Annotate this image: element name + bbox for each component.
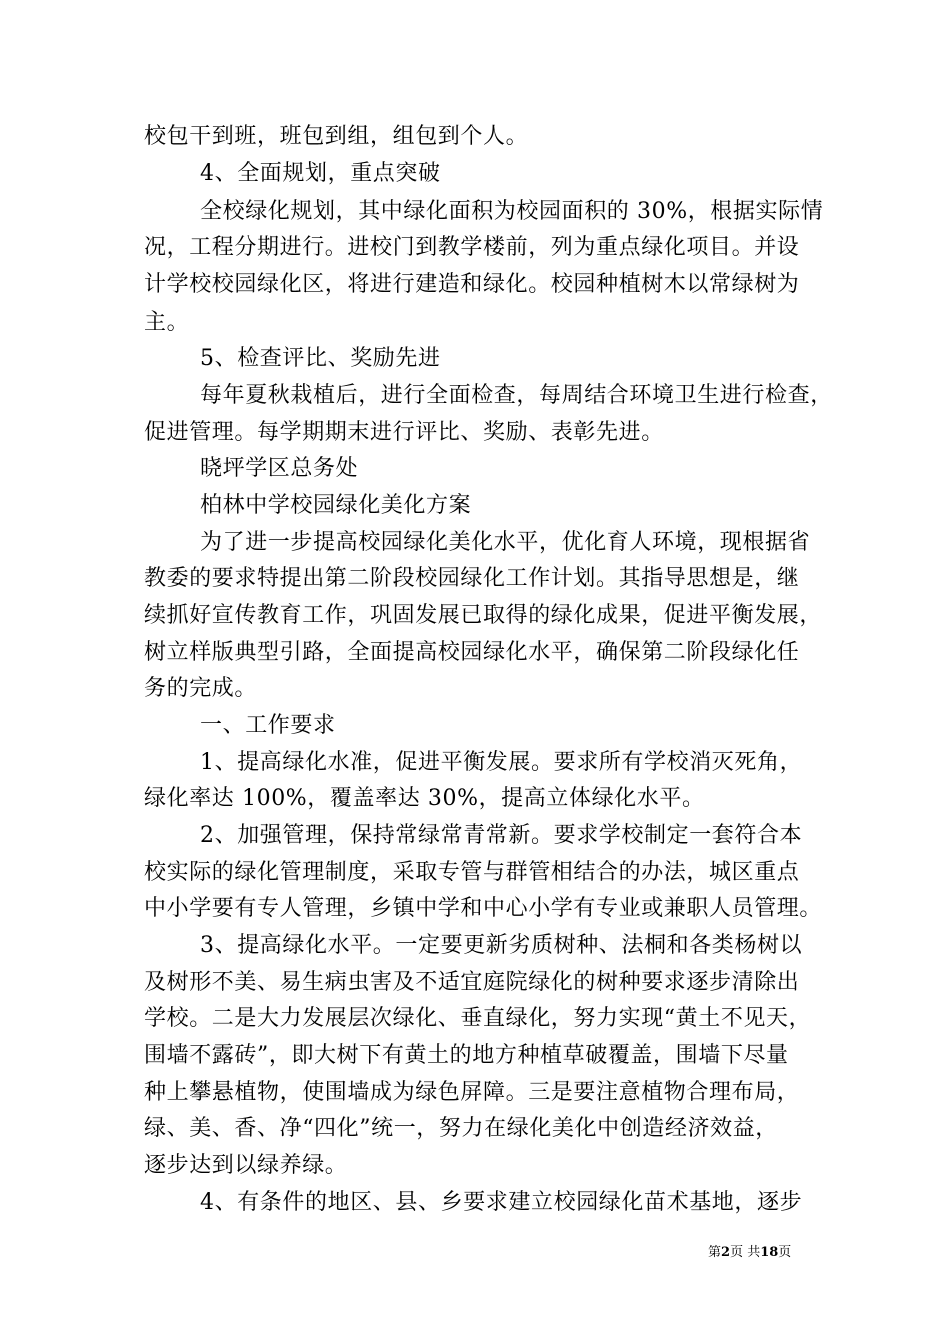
text-line: 学校。二是大力发展层次绿化、垂直绿化，努力实现“黄土不见天，: [144, 1006, 812, 1031]
text-line: 3、提高绿化水平。一定要更新劣质树种、法桐和各类杨树以: [200, 933, 803, 958]
text-line: 续抓好宣传教育工作，巩固发展已取得的绿化成果，促进平衡发展，: [144, 603, 823, 628]
text-line: 为了进一步提高校园绿化美化水平，优化育人环境，现根据省: [200, 530, 811, 555]
text-line: 逐步达到以绿养绿。: [144, 1153, 348, 1178]
total-pages: 18: [760, 1245, 779, 1260]
page-number: 2: [721, 1245, 731, 1260]
text-line: 主。: [144, 310, 190, 335]
footer-middle: 页 共: [730, 1245, 761, 1260]
text-line: 及树形不美、易生病虫害及不适宜庭院绿化的树种要求逐步清除出: [144, 970, 800, 995]
text-line: 况，工程分期进行。进校门到教学楼前，列为重点绿化项目。并设: [144, 235, 800, 260]
signature-line: 晓坪学区总务处: [200, 456, 359, 481]
text-line: 教委的要求特提出第二阶段校园绿化工作计划。其指导思想是，继: [144, 566, 800, 591]
section-heading: 5、检查评比、奖励先进: [200, 346, 441, 371]
text-line: 4、有条件的地区、县、乡要求建立校园绿化苗术基地，逐步: [200, 1190, 803, 1215]
text-line: 种上攀悬植物，使围墙成为绿色屏障。三是要注意植物合理布局，: [144, 1080, 800, 1105]
text-line: 计学校校园绿化区，将进行建造和绿化。校园种植树木以常绿树为: [144, 272, 800, 297]
document-title: 柏林中学校园绿化美化方案: [200, 493, 472, 518]
text-line: 中小学要有专人管理，乡镇中学和中心小学有专业或兼职人员管理。: [144, 896, 823, 921]
text-line: 校包干到班，班包到组，组包到个人。: [144, 124, 529, 149]
footer-prefix: 第: [708, 1245, 722, 1260]
text-line: 校实际的绿化管理制度，采取专管与群管相结合的办法，城区重点: [144, 860, 800, 885]
text-line: 绿、美、香、净“四化”统一，努力在绿化美化中创造经济效益，: [144, 1116, 778, 1141]
section-heading: 一、工作要求: [200, 713, 336, 738]
text-line: 树立样版典型引路，全面提高校园绿化水平，确保第二阶段绿化任: [144, 640, 800, 665]
text-line: 2、加强管理，保持常绿常青常新。要求学校制定一套符合本: [200, 823, 803, 848]
text-line: 促进管理。每学期期末进行评比、奖励、表彰先进。: [144, 420, 664, 445]
section-heading: 4、全面规划，重点突破: [200, 161, 441, 186]
footer-suffix: 页: [778, 1245, 792, 1260]
text-line: 围墙不露砖”，即大树下有黄土的地方种植草破覆盖，围墙下尽量: [144, 1043, 789, 1068]
text-line: 每年夏秋栽植后，进行全面检查，每周结合环境卫生进行检查，: [200, 383, 833, 408]
text-line: 绿化率达 100%，覆盖率达 30%，提高立体绿化水平。: [144, 786, 705, 811]
text-line: 全校绿化规划，其中绿化面积为校园面积的 30%，根据实际情: [200, 199, 824, 224]
text-line: 1、提高绿化水准，促进平衡发展。要求所有学校消灭死角，: [200, 750, 803, 775]
page-footer: [708, 1244, 791, 1262]
text-line: 务的完成。: [144, 676, 258, 701]
